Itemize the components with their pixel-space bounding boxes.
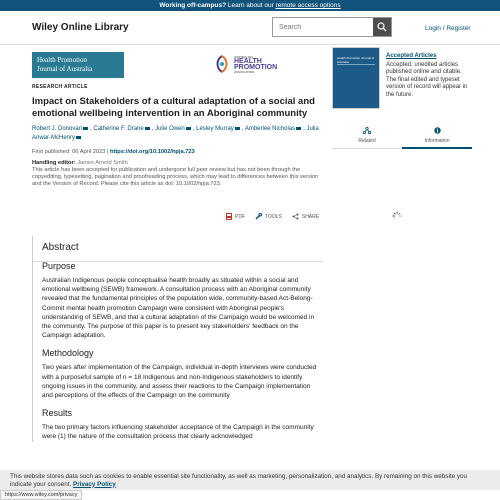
remote-access-bold: Working off-campus? — [159, 2, 227, 9]
article-tools — [226, 213, 319, 220]
search-button[interactable] — [373, 18, 391, 36]
share-icon — [292, 213, 299, 220]
tab-related-label: Related — [358, 138, 376, 144]
search-input[interactable] — [273, 18, 373, 36]
author-link[interactable]: Julie Owen — [155, 126, 185, 132]
accepted-articles-link[interactable]: Accepted Articles — [386, 53, 437, 59]
search-icon — [377, 22, 387, 32]
association-promotion: PROMOTION — [234, 64, 278, 71]
journal-banner — [32, 52, 320, 78]
cookie-banner — [0, 470, 500, 490]
tab-information[interactable] — [402, 127, 472, 149]
email-icon[interactable] — [76, 136, 81, 140]
related-icon — [363, 127, 371, 134]
association-logo[interactable] — [212, 54, 284, 76]
handling-editor-label: Handling editor: — [32, 160, 76, 166]
purpose-heading: Purpose — [42, 261, 76, 271]
info-icon — [434, 127, 441, 134]
purpose-text: Australian Indigenous people conceptualise health broadly as situated within a social and emotional wellbeing (SEWB) framework. A consultation process with an Aboriginal community revealed that the fundamental principles of the population wide, community-based Act-Belong-Commit mental health promotion Campaign were consistent with Aboriginal people's understanding of SEWB, and that a cultural adaptation of the Campaign would be welcomed in the community. The purpose of this paper is to present key stakeholders' feedback on the Campaign adaptation. — [42, 277, 315, 340]
abstract-section — [32, 236, 322, 442]
journal-logo[interactable] — [32, 52, 124, 78]
author-link[interactable]: Lesley Murray — [196, 126, 234, 132]
remote-access-text: Learn about our — [226, 2, 276, 9]
association-small-text-2: ASSOCIATION — [234, 70, 255, 74]
accepted-notice: This article has been accepted for publication and undergone full peer review but has not been through the copyediting, typesetting, pagination and proofreading process, which may lead to differences between this version and the Version of Record. Please cite this article as doi: 10.1002/hpja.723. — [32, 167, 319, 187]
sidebar-tabs — [332, 125, 472, 149]
email-icon[interactable] — [186, 127, 191, 131]
pdf-label: PDF — [235, 213, 245, 220]
article-title: Impact on Stakeholders of a cultural adaptation of a social and emotional wellbeing intervention in an Aboriginal community — [32, 96, 315, 119]
abstract-heading: Abstract — [42, 242, 79, 253]
tab-information-label: Information — [424, 138, 450, 144]
email-icon[interactable] — [145, 127, 150, 131]
cover-rule — [337, 64, 375, 76]
share-label: SHARE — [301, 213, 320, 220]
pub-separator: | — [105, 149, 110, 155]
journal-name-line2: Journal of Australia — [37, 64, 93, 73]
results-text: The two primary factors influencing stakeholder acceptance of the Campaign in the community were (1) the nature of the consultation process that clearly acknowledged — [42, 424, 314, 441]
share-button[interactable] — [292, 213, 319, 220]
handling-editor-name: James Arnold Smith — [75, 160, 128, 166]
browser-status-bar: https://www.wiley.com/privacy — [0, 490, 82, 500]
cover-title: Health Promotion Journal of Australia — [337, 56, 375, 64]
accepted-articles-info — [386, 53, 472, 100]
site-header — [0, 11, 500, 45]
article-header — [32, 84, 322, 188]
remote-access-link[interactable]: remote access options — [275, 2, 341, 9]
publication-date: First published: 06 April 2023 — [32, 149, 106, 155]
email-icon[interactable] — [296, 127, 301, 131]
association-health: HEALTH — [234, 58, 262, 65]
remote-access-banner — [0, 0, 500, 11]
author-link[interactable]: Julia Anwar-McHenry — [32, 126, 319, 141]
methodology-heading: Methodology — [42, 348, 94, 359]
wrench-icon — [255, 213, 262, 220]
author-link[interactable]: Amberlee Nicholas — [244, 126, 296, 132]
abstract-divider — [33, 261, 323, 262]
journal-cover-image[interactable] — [332, 47, 380, 109]
pdf-button[interactable] — [226, 213, 245, 220]
methodology-text: Two years after implementation of the Campaign, individual in-depth interviews were conducted with a purposeful sample of n = 18 Indigenous and non-Indigenous stakeholders to identify ongoing issues in the community, and assess their reactions to the Campaign implementation and perceptions of the effects of the Campaign on the community — [42, 364, 317, 400]
doi-link[interactable]: https://doi.org/10.1002/hpja.723 — [110, 149, 195, 155]
privacy-policy-link[interactable]: Privacy Policy — [73, 480, 116, 488]
email-icon[interactable] — [83, 127, 88, 131]
pdf-icon — [226, 213, 232, 220]
association-small-text: AUSTRALIAN — [234, 55, 253, 59]
article-type: RESEARCH ARTICLE — [32, 84, 88, 90]
login-register-link[interactable]: Login / Register — [425, 25, 471, 32]
author-link[interactable]: Catherine F. Drane — [93, 126, 144, 132]
site-logo[interactable]: Wiley Online Library — [32, 22, 129, 33]
email-icon[interactable] — [235, 127, 240, 131]
author-list: Robert J. Donovan , Catherine F. Drane , Julie Owen , Lesley Murray , Amberlee Nicholas , Julia Anwar-McHenry — [32, 126, 319, 141]
author-link[interactable]: Robert J. Donovan — [32, 126, 83, 132]
results-heading: Results — [42, 408, 73, 419]
accepted-articles-text: Accepted, unedited articles published online and citable. The final edited and typeset version of record will appear in the future. — [386, 61, 468, 98]
cookie-text: This website stores data such as cookies to enable essential site functionality, as well as marketing, personalization, and analytics. By remaining on this website you indicate your consent. — [10, 473, 467, 488]
loading-spinner-icon — [392, 211, 402, 221]
tools-label: TOOLS — [265, 213, 282, 220]
tools-button[interactable] — [255, 213, 282, 220]
handling-editor-block — [32, 160, 322, 188]
association-mark-icon — [212, 54, 232, 74]
tab-related[interactable] — [332, 127, 402, 144]
journal-name-line1: Health Promotion — [37, 56, 87, 64]
publication-info — [32, 149, 322, 155]
search-box — [272, 17, 392, 37]
